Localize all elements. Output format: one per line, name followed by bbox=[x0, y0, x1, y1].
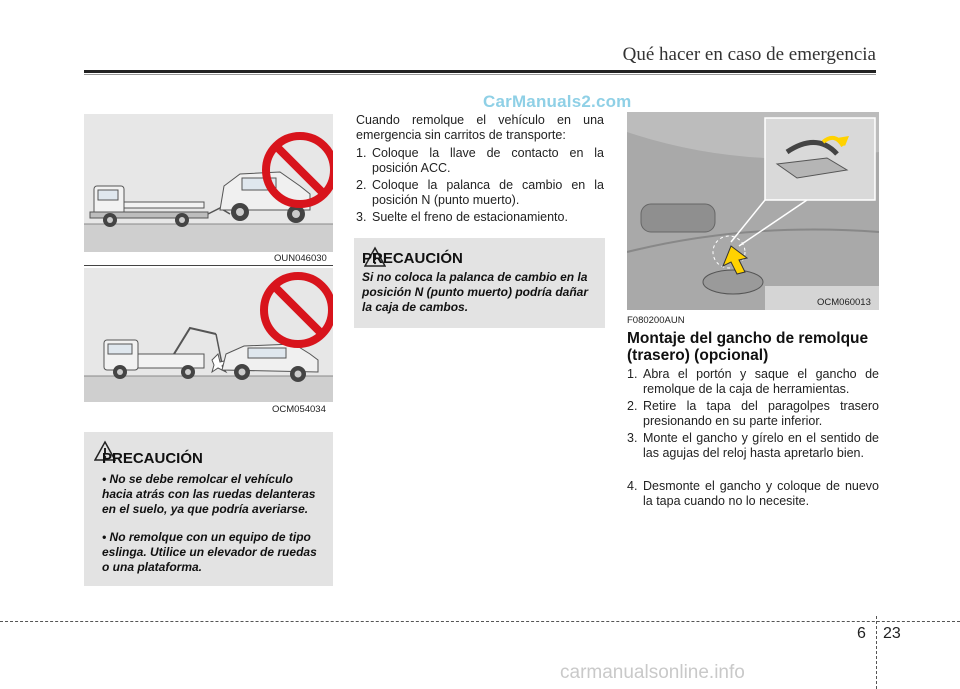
step-number: 4. bbox=[627, 479, 638, 493]
list-item bbox=[627, 367, 879, 397]
step-text: Abra el portón y saque el gancho de remolque de la caja de herramientas. bbox=[643, 367, 879, 396]
list-item bbox=[627, 431, 879, 476]
step-text: Retire la tapa del paragolpes trasero presionando en su parte inferior. bbox=[643, 399, 879, 428]
caution-title: PRECAUCIÓN bbox=[362, 250, 463, 267]
watermark: CarManuals2.com bbox=[483, 92, 632, 111]
step-text: Coloque la palanca de cambio en la posición N (punto muerto). bbox=[372, 178, 604, 207]
figure-tow-hook bbox=[627, 112, 879, 310]
step-number: 3. bbox=[627, 431, 638, 445]
footer-divider bbox=[876, 616, 877, 689]
section-heading: Montaje del gancho de remolque (trasero) (opcional) bbox=[627, 330, 869, 364]
list-item bbox=[627, 479, 879, 509]
step-text: Monte el gancho y gírelo en el sentido de las agujas del reloj hasta apretarlo bien. bbox=[643, 431, 879, 460]
caution-box-left bbox=[84, 432, 333, 586]
header-rule-light bbox=[84, 74, 876, 75]
list-item bbox=[356, 146, 604, 176]
header-rule bbox=[84, 70, 876, 73]
footer-rule bbox=[0, 621, 960, 622]
caution-body: Si no coloca la palanca de cambio en la posición N (punto muerto) podría dañar la caja de cambos. bbox=[362, 270, 588, 314]
figure-code: OUN046030 bbox=[274, 253, 327, 264]
list-item bbox=[356, 178, 604, 208]
caution-box-middle bbox=[354, 238, 605, 328]
caution-bullet: • No se debe remolcar el vehículo hacia atrás con las ruedas delanteras en el suelo, ya que podría averiarse. bbox=[102, 472, 316, 516]
footer-watermark: carmanualsonline.info bbox=[560, 662, 745, 683]
figure-sling-tow bbox=[84, 268, 333, 402]
step-number: 2. bbox=[356, 178, 367, 192]
document-code: F080200AUN bbox=[627, 315, 685, 326]
step-number: 1. bbox=[627, 367, 638, 381]
intro-paragraph: Cuando remolque el vehículo en una emergencia sin carritos de transporte: bbox=[356, 113, 604, 142]
step-number: 1. bbox=[356, 146, 367, 160]
figure-code: OCM054034 bbox=[272, 404, 326, 415]
caution-title: PRECAUCIÓN bbox=[102, 450, 203, 467]
figure-code: OCM060013 bbox=[817, 297, 871, 308]
step-number: 3. bbox=[356, 210, 367, 224]
figure-divider bbox=[84, 265, 333, 266]
section-number: 6 bbox=[857, 625, 866, 642]
caution-bullet: • No remolque con un equipo de tipo eslinga. Utilice un elevador de ruedas o una plataforma. bbox=[102, 530, 317, 574]
figure-flatbed-tow bbox=[84, 114, 333, 252]
page-header-title: Qué hacer en caso de emergencia bbox=[622, 44, 876, 65]
step-text: Suelte el freno de estacionamiento. bbox=[372, 210, 568, 224]
page-number: 23 bbox=[883, 625, 901, 642]
list-item bbox=[627, 399, 879, 429]
step-text: Desmonte el gancho y coloque de nuevo la tapa cuando no lo necesite. bbox=[643, 479, 879, 508]
step-text: Coloque la llave de contacto en la posición ACC. bbox=[372, 146, 604, 175]
step-number: 2. bbox=[627, 399, 638, 413]
list-item bbox=[356, 210, 604, 225]
